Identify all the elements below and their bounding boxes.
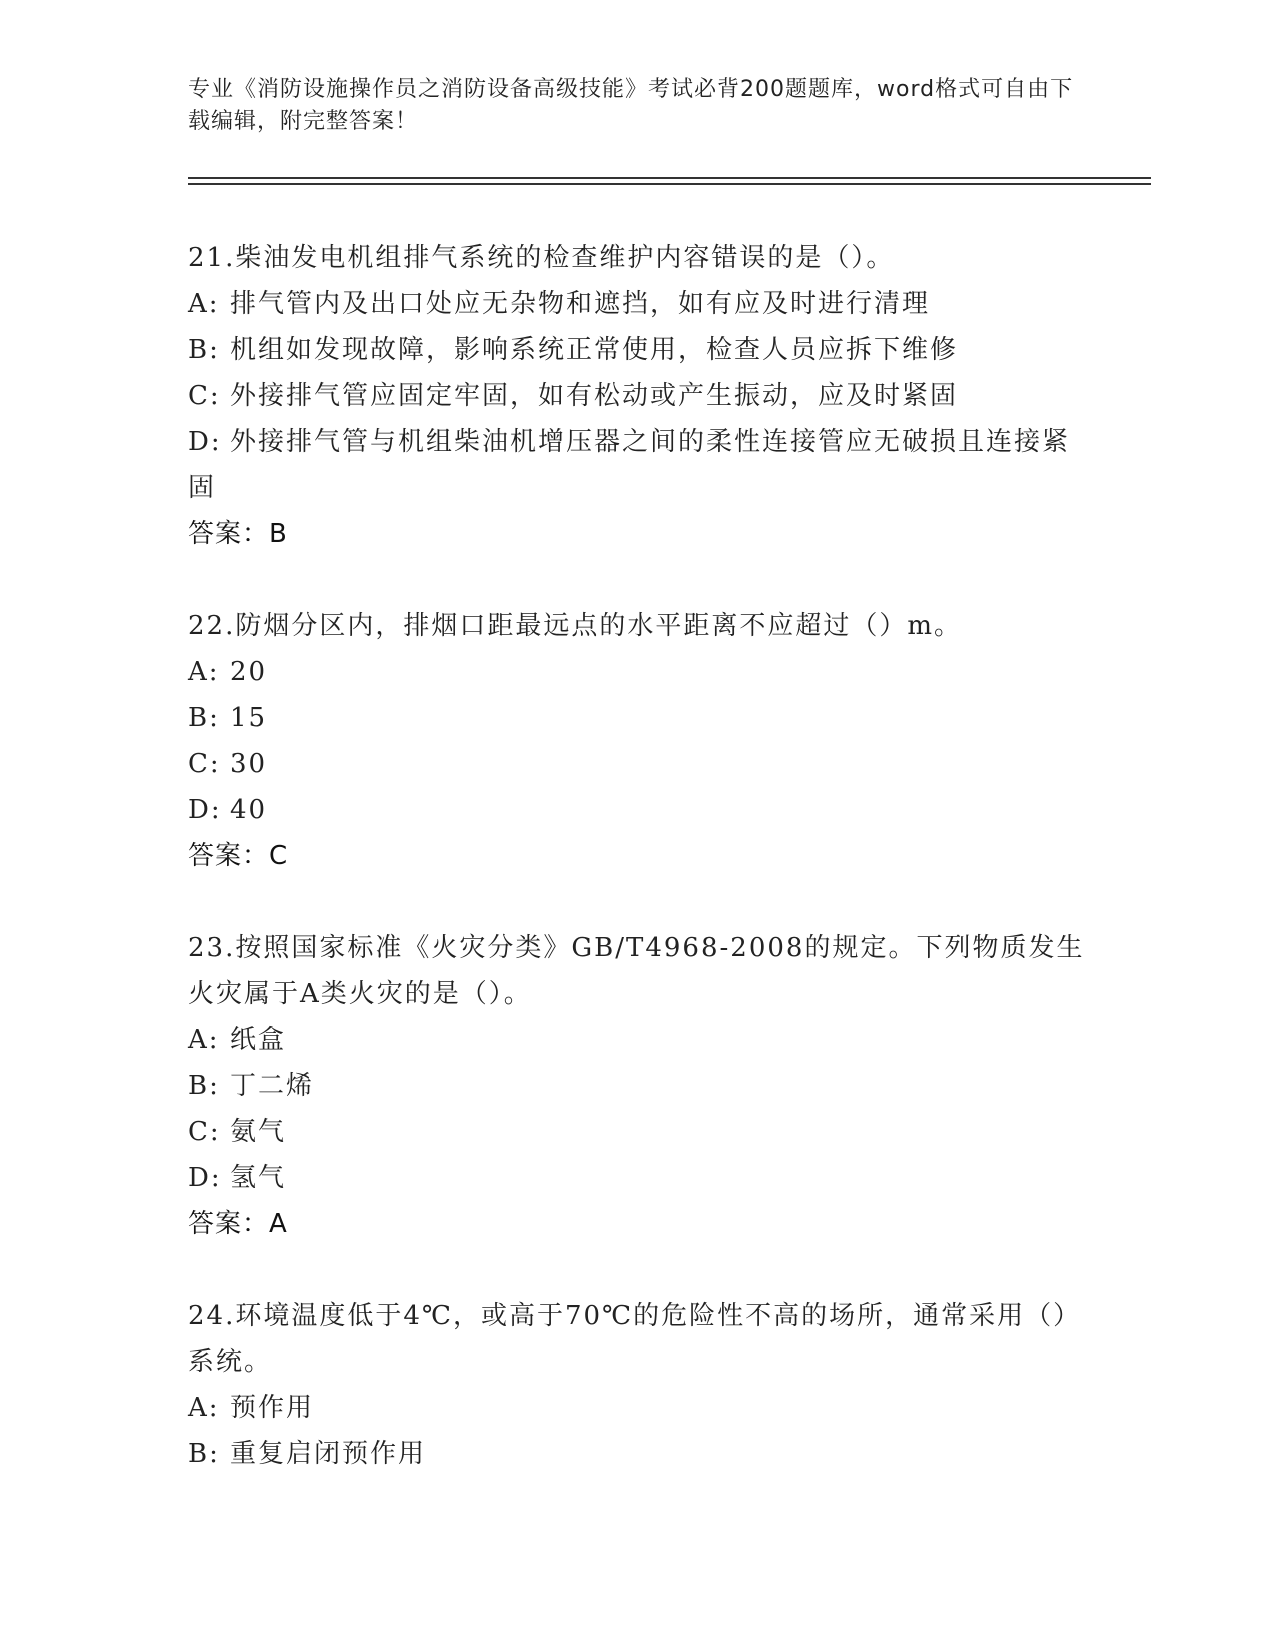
option-letter: A: <box>188 657 220 687</box>
option-letter: B: <box>188 703 220 733</box>
option-letter: C: <box>188 1117 221 1147</box>
option-letter: D: <box>188 1163 222 1193</box>
option-d <box>188 787 1088 833</box>
question-21 <box>188 235 1088 557</box>
option-c <box>188 373 1088 419</box>
option-c <box>188 1109 1088 1155</box>
option-b <box>188 695 1088 741</box>
option-letter: A: <box>188 1393 220 1423</box>
option-d <box>188 1155 1088 1201</box>
option-text: 氨气 <box>230 1117 287 1147</box>
option-text: 氢气 <box>230 1163 287 1193</box>
option-c <box>188 741 1088 787</box>
option-letter: B: <box>188 335 220 365</box>
option-text: 40 <box>230 795 268 825</box>
answer-line: 答案：C <box>188 841 289 871</box>
option-text: 20 <box>230 657 268 687</box>
header-divider-bottom <box>188 183 1151 185</box>
option-text: 丁二烯 <box>230 1071 315 1101</box>
option-text: 外接排气管应固定牢固，如有松动或产生振动，应及时紧固 <box>230 381 959 411</box>
question-22 <box>188 603 1088 879</box>
option-letter: C: <box>188 749 221 779</box>
question-stem: 21.柴油发电机组排气系统的检查维护内容错误的是（）。 <box>188 243 895 273</box>
option-letter: A: <box>188 1025 220 1055</box>
option-text: 纸盒 <box>230 1025 287 1055</box>
option-letter: C: <box>188 381 221 411</box>
question-24 <box>188 1293 1088 1477</box>
option-text: 外接排气管与机组柴油机增压器之间的柔性连接管应无破损且连接紧固 <box>188 427 1071 503</box>
option-b <box>188 1431 1088 1477</box>
option-a <box>188 281 1088 327</box>
option-letter: B: <box>188 1439 220 1469</box>
option-text: 预作用 <box>230 1393 315 1423</box>
answer-line: 答案：B <box>188 519 288 549</box>
option-d <box>188 419 1088 511</box>
option-text: 15 <box>230 703 268 733</box>
option-b <box>188 327 1088 373</box>
question-stem: 23.按照国家标准《火灾分类》GB/T4968-2008的规定。下列物质发生火灾属于A类火灾的是（）。 <box>188 933 1085 1009</box>
option-text: 30 <box>230 749 268 779</box>
header-divider-top <box>188 177 1151 179</box>
document-header: 专业《消防设施操作员之消防设备高级技能》考试必背200题题库，word格式可自由下载编辑，附完整答案！ <box>188 77 1074 134</box>
answer-line: 答案：A <box>188 1209 288 1239</box>
option-text: 机组如发现故障，影响系统正常使用，检查人员应拆下维修 <box>230 335 959 365</box>
question-list <box>188 235 1088 1523</box>
option-a <box>188 1017 1088 1063</box>
question-23 <box>188 925 1088 1247</box>
option-text: 排气管内及出口处应无杂物和遮挡，如有应及时进行清理 <box>230 289 931 319</box>
question-stem: 22.防烟分区内，排烟口距最远点的水平距离不应超过（）m。 <box>188 611 963 641</box>
option-a <box>188 1385 1088 1431</box>
option-b <box>188 1063 1088 1109</box>
option-letter: D: <box>188 795 222 825</box>
option-text: 重复启闭预作用 <box>230 1439 427 1469</box>
option-letter: B: <box>188 1071 220 1101</box>
option-letter: A: <box>188 289 220 319</box>
option-letter: D: <box>188 427 222 457</box>
option-a <box>188 649 1088 695</box>
question-stem: 24.环境温度低于4℃，或高于70℃的危险性不高的场所，通常采用（）系统。 <box>188 1301 1082 1377</box>
